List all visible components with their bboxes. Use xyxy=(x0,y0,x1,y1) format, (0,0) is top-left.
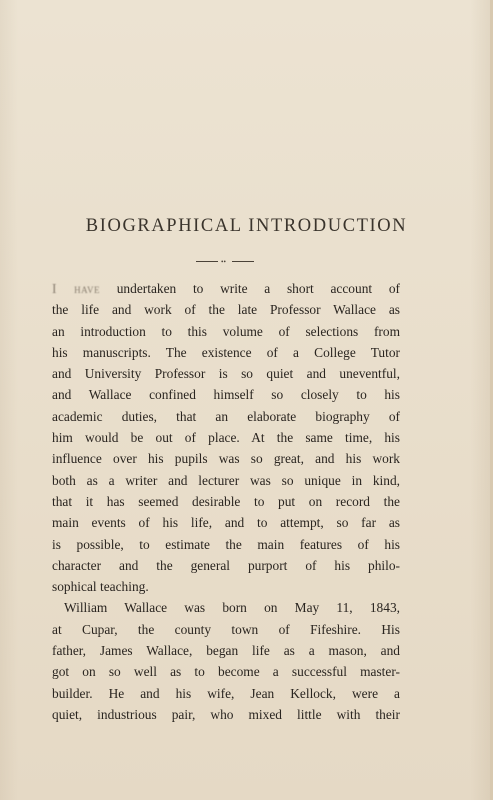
text-line: both as a writer and lecturer was so unique in kind, xyxy=(52,472,400,488)
text-line: quiet, industrious pair, who mixed little with their xyxy=(52,706,400,722)
text-line: got on so well as to become a successful master- xyxy=(52,664,400,680)
text-line: character and the general purport of his philo- xyxy=(52,557,400,573)
text-line: influence over his pupils was so great, and his work xyxy=(52,451,400,467)
text-line: and University Professor is so quiet and uneventful, xyxy=(52,366,400,382)
opening-small-caps: I have xyxy=(52,281,101,296)
text-line: that it has seemed desirable to put on record the xyxy=(52,493,400,509)
ornament-rule-right xyxy=(232,261,254,262)
ornament-rule-left xyxy=(196,261,218,262)
text-line: sophical teaching. xyxy=(52,579,149,595)
text-line: him would be out of place. At the same time, his xyxy=(52,430,400,446)
text-line: William Wallace was born on May 11, 1843, xyxy=(64,600,400,616)
text-line: is possible, to estimate the main features of his xyxy=(52,536,400,552)
text-line: at Cupar, the county town of Fifeshire. His xyxy=(52,621,400,637)
text-line: academic duties, that an elaborate biography of xyxy=(52,408,400,424)
text-line: the life and work of the late Professor Wallace as xyxy=(52,302,400,318)
text-line: builder. He and his wife, Jean Kellock, were a xyxy=(52,685,400,701)
text-line: main events of his life, and to attempt, so far as xyxy=(52,515,400,531)
heading-ornament xyxy=(196,258,256,266)
text-line: an introduction to this volume of selections from xyxy=(52,323,400,339)
text-line: father, James Wallace, began life as a mason, and xyxy=(52,643,400,659)
text-line: his manuscripts. The existence of a College Tutor xyxy=(52,344,400,360)
text-line-content: undertaken to write a short account of xyxy=(100,281,400,296)
ornament-dots: •• xyxy=(221,258,226,266)
text-line xyxy=(52,278,400,299)
chapter-heading: BIOGRAPHICAL INTRODUCTION xyxy=(85,216,408,236)
body-text xyxy=(52,278,400,725)
text-line: and Wallace confined himself so closely to his xyxy=(52,387,400,403)
